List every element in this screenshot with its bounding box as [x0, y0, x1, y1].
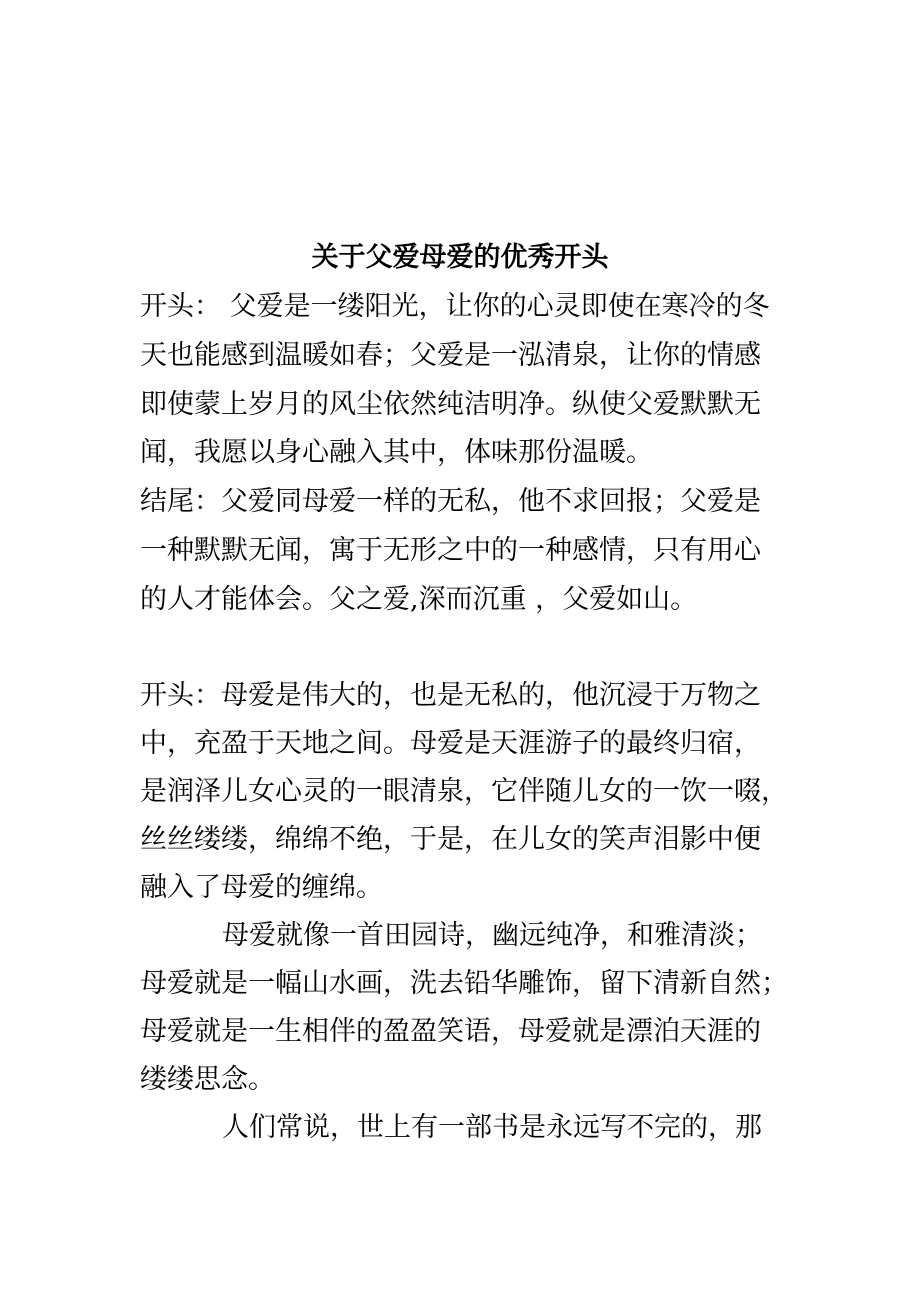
paragraph-line: 开头： 父爱是一缕阳光，让你的心灵即使在寒冷的冬 [140, 291, 770, 322]
paragraph-line: 的人才能体会。父之爱,深而沉重 ，父爱如山。 [140, 584, 698, 615]
paragraph-line: 母爱就像一首田园诗，幽远纯净，和雅清淡； [222, 920, 762, 951]
paragraph-line: 开头：母爱是伟大的，也是无私的，他沉浸于万物之 [140, 680, 761, 711]
paragraph-line: 缕缕思念。 [140, 1064, 275, 1095]
paragraph-line: 丝丝缕缕，绵绵不绝，于是，在儿女的笑声泪影中便 [140, 824, 761, 855]
paragraph-line: 闻，我愿以身心融入其中，体味那份温暖。 [140, 437, 653, 468]
paragraph-line: 融入了母爱的缠绵。 [140, 872, 383, 903]
paragraph-line: 结尾：父爱同母爱一样的无私，他不求回报；父爱是 [140, 486, 761, 517]
paragraph-line: 中，充盈于天地之间。母爱是天涯游子的最终归宿， [140, 728, 761, 759]
paragraph-line: 母爱就是一幅山水画，洗去铅华雕饰，留下清新自然； [140, 968, 788, 999]
paragraph-line: 是润泽儿女心灵的一眼清泉，它伴随儿女的一饮一啜， [140, 776, 788, 807]
paragraph-line: 母爱就是一生相伴的盈盈笑语，母爱就是漂泊天涯的 [140, 1016, 761, 1047]
document-title: 关于父爱母爱的优秀开头 [311, 242, 609, 273]
paragraph-line: 天也能感到温暖如春；父爱是一泓清泉，让你的情感 [140, 340, 761, 371]
paragraph-line: 即使蒙上岁月的风尘依然纯洁明净。纵使父爱默默无 [140, 389, 761, 420]
paragraph-line: 一种默默无闻，寓于无形之中的一种感情，只有用心 [140, 535, 761, 566]
paragraph-line: 人们常说，世上有一部书是永远写不完的，那 [222, 1112, 762, 1143]
